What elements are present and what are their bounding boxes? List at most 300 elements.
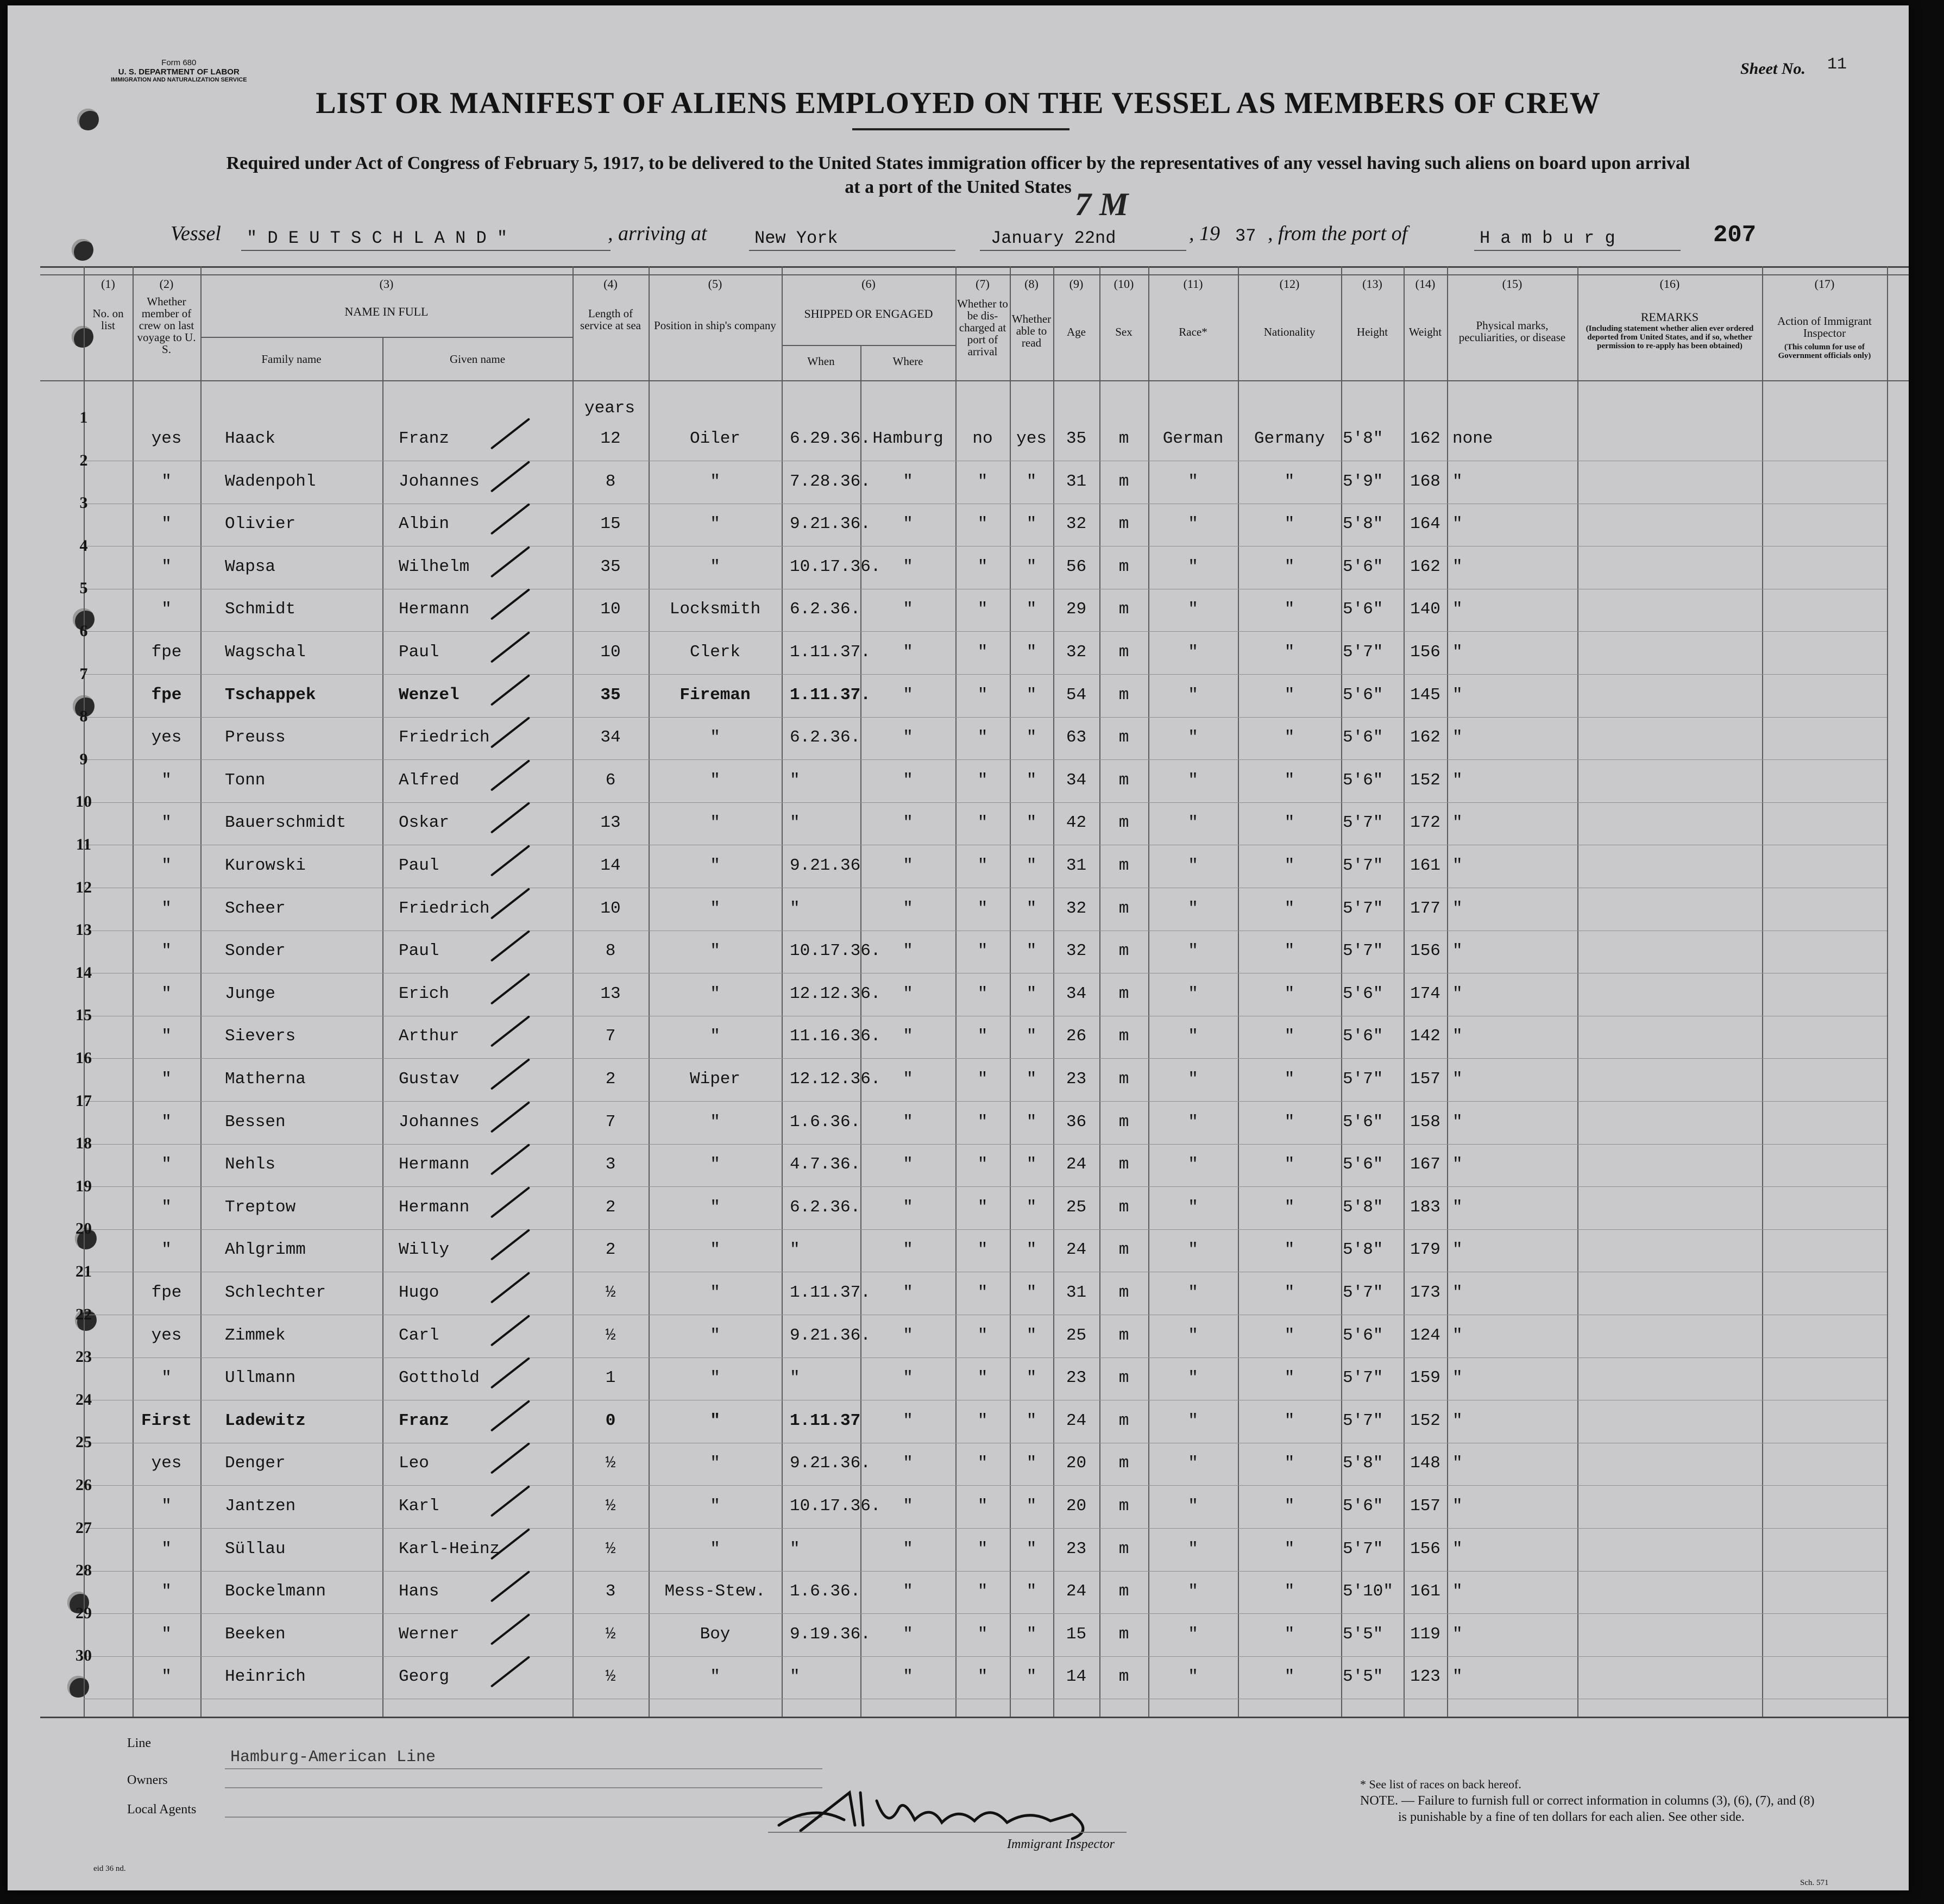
family-name-cell: Heinrich <box>225 1667 306 1687</box>
read-cell: " <box>1026 1411 1037 1430</box>
column-number: (8) <box>1024 277 1039 291</box>
column-number: (7) <box>976 277 990 291</box>
given-name-cell: Hans <box>399 1582 439 1601</box>
header-physical-marks: Physical marks, peculiarities, or disease <box>1458 319 1566 344</box>
note-label: NOTE. — <box>1360 1794 1414 1808</box>
column-number: (11) <box>1183 277 1203 291</box>
subtitle-line-2: at a port of the United States <box>845 177 1072 197</box>
nationality-cell: " <box>1284 1155 1295 1174</box>
where-cell: " <box>903 728 913 747</box>
sex-cell: m <box>1118 1624 1129 1644</box>
when-cell: 1.11.37. <box>790 1283 871 1302</box>
row-number: 3 <box>79 494 88 512</box>
weight-cell: 164 <box>1410 514 1440 534</box>
discharged-cell: " <box>977 472 988 491</box>
last-voyage-cell: " <box>161 1582 172 1601</box>
column-number: (17) <box>1814 277 1835 291</box>
nationality-cell: " <box>1284 1368 1295 1388</box>
position-cell: " <box>710 514 720 534</box>
where-cell: " <box>903 1667 913 1687</box>
arrival-date: January 22nd <box>991 228 1116 248</box>
check-mark-icon <box>490 1400 530 1432</box>
check-mark-icon <box>490 1613 530 1645</box>
read-cell: " <box>1026 1667 1037 1687</box>
nationality-cell: " <box>1284 600 1295 619</box>
position-cell: " <box>710 1112 720 1132</box>
read-cell: " <box>1026 600 1037 619</box>
check-mark-icon <box>490 1186 530 1218</box>
age-cell: 24 <box>1066 1411 1087 1430</box>
read-cell: " <box>1026 1325 1037 1345</box>
nationality-cell: " <box>1284 1325 1295 1345</box>
marks-cell: " <box>1452 1582 1463 1601</box>
height-cell: 5'6" <box>1343 984 1383 1003</box>
read-cell: " <box>1026 1155 1037 1174</box>
service-cell: 14 <box>600 856 621 875</box>
age-cell: 32 <box>1066 643 1087 662</box>
row-number: 14 <box>76 963 92 982</box>
check-mark-icon <box>490 1442 530 1474</box>
last-voyage-cell: " <box>161 1667 172 1687</box>
position-cell: " <box>710 472 720 491</box>
row-divider <box>84 1058 1887 1059</box>
height-cell: 5'6" <box>1343 557 1383 576</box>
sex-cell: m <box>1118 1539 1129 1559</box>
race-cell: " <box>1188 770 1198 790</box>
column-number: (1) <box>101 277 115 291</box>
years-label: years <box>584 399 636 418</box>
row-number: 6 <box>79 622 88 640</box>
race-cell: " <box>1188 1325 1198 1345</box>
marks-cell: " <box>1452 1497 1463 1516</box>
where-cell: " <box>903 685 913 705</box>
punch-hole <box>67 1676 89 1698</box>
when-cell: 11.16.36. <box>790 1027 881 1046</box>
race-cell: " <box>1188 898 1198 918</box>
where-cell: " <box>903 1240 913 1260</box>
discharged-cell: " <box>977 941 988 961</box>
arrival-year: 37 <box>1235 226 1256 246</box>
when-cell: 6.2.36. <box>790 1197 861 1217</box>
column-number: (5) <box>708 277 722 291</box>
age-cell: 32 <box>1066 941 1087 961</box>
last-voyage-cell: First <box>141 1411 192 1430</box>
service-cell: 10 <box>600 600 621 619</box>
where-cell: " <box>903 1155 913 1174</box>
sex-cell: m <box>1118 1368 1129 1388</box>
family-name-cell: Olivier <box>225 514 296 534</box>
nationality-cell: " <box>1284 856 1295 875</box>
read-cell: " <box>1026 1497 1037 1516</box>
marks-cell: " <box>1452 1667 1463 1687</box>
marks-cell: " <box>1452 1027 1463 1046</box>
last-voyage-cell: " <box>161 770 172 790</box>
discharged-cell: " <box>977 600 988 619</box>
weight-cell: 152 <box>1410 1411 1440 1430</box>
column-number: (10) <box>1113 277 1134 291</box>
sex-cell: m <box>1118 429 1129 448</box>
given-name-cell: Paul <box>399 643 439 662</box>
position-cell: " <box>710 898 720 918</box>
row-divider <box>84 1656 1887 1657</box>
read-cell: " <box>1026 984 1037 1003</box>
age-cell: 25 <box>1066 1197 1087 1217</box>
weight-cell: 152 <box>1410 770 1440 790</box>
from-port: H a m b u r g <box>1480 228 1615 248</box>
nationality-cell: " <box>1284 643 1295 662</box>
row-number: 28 <box>76 1561 92 1580</box>
check-mark-icon <box>490 461 530 493</box>
weight-cell: 161 <box>1410 1582 1440 1601</box>
weight-cell: 173 <box>1410 1283 1440 1302</box>
last-voyage-cell: yes <box>151 728 182 747</box>
check-mark-icon <box>490 546 530 578</box>
race-cell: " <box>1188 1155 1198 1174</box>
weight-cell: 167 <box>1410 1155 1440 1174</box>
marks-cell: " <box>1452 898 1463 918</box>
handwritten-annotation: 7 M <box>1075 186 1129 222</box>
form-department: U. S. DEPARTMENT OF LABOR <box>118 67 240 77</box>
column-number: (4) <box>603 277 618 291</box>
service-cell: 34 <box>600 728 621 747</box>
service-cell: 35 <box>600 685 621 705</box>
discharged-cell: " <box>977 813 988 833</box>
discharged-cell: " <box>977 728 988 747</box>
position-cell: " <box>710 1283 720 1302</box>
read-cell: " <box>1026 770 1037 790</box>
last-voyage-cell: " <box>161 472 172 491</box>
header-no-on-list: No. on list <box>92 307 124 332</box>
weight-cell: 140 <box>1410 600 1440 619</box>
discharged-cell: " <box>977 1411 988 1430</box>
row-number: 4 <box>79 536 88 555</box>
header-weight: Weight <box>1408 325 1442 338</box>
nationality-cell: " <box>1284 1240 1295 1260</box>
family-name-cell: Wagschal <box>225 643 306 662</box>
row-number: 7 <box>79 664 88 683</box>
nationality-cell: " <box>1284 728 1295 747</box>
position-cell: " <box>710 1155 720 1174</box>
age-cell: 63 <box>1066 728 1087 747</box>
when-cell: 6.29.36. <box>790 429 871 448</box>
marks-cell: " <box>1452 600 1463 619</box>
manifest-page <box>8 5 1909 1890</box>
age-cell: 29 <box>1066 600 1087 619</box>
weight-cell: 148 <box>1410 1454 1440 1473</box>
age-cell: 34 <box>1066 984 1087 1003</box>
when-cell: " <box>790 770 800 790</box>
inspector-label: Immigrant Inspector <box>1007 1837 1115 1851</box>
header-given-name: Given name <box>449 353 506 366</box>
last-voyage-cell: " <box>161 984 172 1003</box>
local-agents-label: Local Agents <box>127 1802 197 1817</box>
family-name-cell: Beeken <box>225 1624 286 1644</box>
race-cell: " <box>1188 813 1198 833</box>
row-number: 17 <box>76 1091 92 1110</box>
position-cell: " <box>710 557 720 576</box>
given-name-cell: Wenzel <box>399 685 460 705</box>
given-name-cell: Gotthold <box>399 1368 480 1388</box>
marks-cell: " <box>1452 514 1463 534</box>
last-voyage-cell: " <box>161 1197 172 1217</box>
when-cell: " <box>790 1539 800 1559</box>
discharged-cell: " <box>977 1325 988 1345</box>
header-name-in-full: NAME IN FULL <box>344 305 429 318</box>
family-name-cell: Treptow <box>225 1197 296 1217</box>
last-voyage-cell: " <box>161 1368 172 1388</box>
where-cell: " <box>903 770 913 790</box>
where-cell: " <box>903 1411 913 1430</box>
header-height: Height <box>1356 325 1388 338</box>
service-cell: ½ <box>605 1667 616 1687</box>
nationality-cell: " <box>1284 1667 1295 1687</box>
marks-cell: " <box>1452 856 1463 875</box>
sex-cell: m <box>1118 1070 1129 1089</box>
when-cell: 6.2.36. <box>790 600 861 619</box>
position-cell: " <box>710 1368 720 1388</box>
given-name-cell: Willy <box>399 1240 450 1260</box>
race-cell: " <box>1188 472 1198 491</box>
height-cell: 5'6" <box>1343 770 1383 790</box>
service-cell: 10 <box>600 898 621 918</box>
given-name-cell: Paul <box>399 941 439 961</box>
marks-cell: " <box>1452 984 1463 1003</box>
where-cell: " <box>903 1112 913 1132</box>
print-code: eid 36 nd. <box>93 1864 126 1873</box>
discharged-cell: " <box>977 1112 988 1132</box>
position-cell: " <box>710 1197 720 1217</box>
read-cell: " <box>1026 728 1037 747</box>
service-cell: 7 <box>605 1112 616 1132</box>
last-voyage-cell: " <box>161 557 172 576</box>
weight-cell: 123 <box>1410 1667 1440 1687</box>
nationality-cell: " <box>1284 1539 1295 1559</box>
last-voyage-cell: " <box>161 600 172 619</box>
where-cell: " <box>903 1325 913 1345</box>
given-name-cell: Franz <box>399 429 450 448</box>
age-cell: 23 <box>1066 1539 1087 1559</box>
sex-cell: m <box>1118 1582 1129 1601</box>
weight-cell: 142 <box>1410 1027 1440 1046</box>
age-cell: 34 <box>1066 770 1087 790</box>
column-number: (2) <box>159 277 174 291</box>
marks-cell: " <box>1452 1325 1463 1345</box>
race-cell: " <box>1188 643 1198 662</box>
discharged-cell: " <box>977 1368 988 1388</box>
check-mark-icon <box>490 973 530 1005</box>
where-cell: " <box>903 1197 913 1217</box>
given-name-cell: Johannes <box>399 1112 480 1132</box>
check-mark-icon <box>490 759 530 791</box>
form-header <box>111 59 247 83</box>
read-cell: " <box>1026 685 1037 705</box>
row-number: 13 <box>76 921 92 939</box>
check-mark-icon <box>490 1058 530 1090</box>
sex-cell: m <box>1118 984 1129 1003</box>
marks-cell: " <box>1452 1624 1463 1644</box>
row-divider <box>84 1229 1887 1230</box>
sex-cell: m <box>1118 643 1129 662</box>
height-cell: 5'6" <box>1343 1497 1383 1516</box>
last-voyage-cell: " <box>161 1155 172 1174</box>
age-cell: 42 <box>1066 813 1087 833</box>
read-cell: " <box>1026 1539 1037 1559</box>
header-discharged: Whether to be dis-charged at port of arrival <box>957 297 1008 359</box>
given-name-cell: Hermann <box>399 1155 470 1174</box>
race-cell: " <box>1188 1112 1198 1132</box>
service-cell: 2 <box>605 1240 616 1260</box>
marks-cell: " <box>1452 1368 1463 1388</box>
where-cell: " <box>903 1497 913 1516</box>
sex-cell: m <box>1118 1325 1129 1345</box>
discharged-cell: " <box>977 514 988 534</box>
owners-label: Owners <box>127 1773 168 1787</box>
sex-cell: m <box>1118 685 1129 705</box>
weight-cell: 161 <box>1410 856 1440 875</box>
race-cell: " <box>1188 1454 1198 1473</box>
read-cell: " <box>1026 1027 1037 1046</box>
discharged-cell: no <box>972 429 993 448</box>
race-cell: " <box>1188 514 1198 534</box>
where-cell: " <box>903 1368 913 1388</box>
header-action-inspector: Action of Immigrant Inspector <box>1777 315 1872 340</box>
given-name-cell: Johannes <box>399 472 480 491</box>
service-cell: 7 <box>605 1027 616 1046</box>
nationality-cell: " <box>1284 984 1295 1003</box>
check-mark-icon <box>490 1143 530 1176</box>
last-voyage-cell: " <box>161 1112 172 1132</box>
position-cell: Wiper <box>689 1070 740 1089</box>
position-cell: Locksmith <box>669 600 761 619</box>
given-name-cell: Hermann <box>399 600 470 619</box>
sex-cell: m <box>1118 856 1129 875</box>
age-cell: 31 <box>1066 856 1087 875</box>
position-cell: " <box>710 1411 720 1430</box>
check-mark-icon <box>490 631 530 663</box>
header-age: Age <box>1067 325 1086 338</box>
row-number: 11 <box>76 835 92 853</box>
check-mark-icon <box>490 1229 530 1261</box>
weight-cell: 168 <box>1410 472 1440 491</box>
given-name-cell: Erich <box>399 984 450 1003</box>
age-cell: 23 <box>1066 1070 1087 1089</box>
last-voyage-cell: fpe <box>151 643 182 662</box>
family-name-cell: Scheer <box>225 898 286 918</box>
age-cell: 20 <box>1066 1497 1087 1516</box>
discharged-cell: " <box>977 984 988 1003</box>
race-cell: " <box>1188 1539 1198 1559</box>
sex-cell: m <box>1118 898 1129 918</box>
height-cell: 5'7" <box>1343 856 1383 875</box>
header-where: Where <box>892 355 923 368</box>
family-name-cell: Haack <box>225 429 276 448</box>
row-divider <box>84 1101 1887 1102</box>
service-cell: 15 <box>600 514 621 534</box>
read-cell: " <box>1026 557 1037 576</box>
read-cell: " <box>1026 1240 1037 1260</box>
discharged-cell: " <box>977 1539 988 1559</box>
discharged-cell: " <box>977 685 988 705</box>
discharged-cell: " <box>977 856 988 875</box>
age-cell: 15 <box>1066 1624 1087 1644</box>
height-cell: 5'10" <box>1343 1582 1394 1601</box>
line-label: Line <box>127 1736 151 1750</box>
family-name-cell: Junge <box>225 984 276 1003</box>
header-race: Race* <box>1179 325 1207 338</box>
when-cell: 10.17.36. <box>790 941 881 961</box>
weight-cell: 157 <box>1410 1497 1440 1516</box>
race-cell: " <box>1188 1070 1198 1089</box>
where-cell: " <box>903 1582 913 1601</box>
given-name-cell: Leo <box>399 1454 429 1473</box>
column-number: (14) <box>1415 277 1436 291</box>
height-cell: 5'8" <box>1343 1454 1383 1473</box>
discharged-cell: " <box>977 1070 988 1089</box>
last-voyage-cell: " <box>161 1070 172 1089</box>
where-cell: " <box>903 1070 913 1089</box>
row-number: 12 <box>76 878 92 896</box>
when-cell: 10.17.36. <box>790 557 881 576</box>
sex-cell: m <box>1118 1027 1129 1046</box>
read-cell: " <box>1026 898 1037 918</box>
family-name-cell: Preuss <box>225 728 286 747</box>
read-cell: " <box>1026 1582 1037 1601</box>
sex-cell: m <box>1118 1112 1129 1132</box>
last-voyage-cell: fpe <box>151 685 182 705</box>
sex-cell: m <box>1118 1155 1129 1174</box>
family-name-cell: Süllau <box>225 1539 286 1559</box>
height-cell: 5'6" <box>1343 600 1383 619</box>
given-name-cell: Hermann <box>399 1197 470 1217</box>
marks-cell: " <box>1452 472 1463 491</box>
given-name-cell: Wilhelm <box>399 557 470 576</box>
row-number: 27 <box>76 1518 92 1537</box>
row-number: 24 <box>76 1390 92 1409</box>
race-cell: " <box>1188 1283 1198 1302</box>
nationality-cell: " <box>1284 1582 1295 1601</box>
weight-cell: 159 <box>1410 1368 1440 1388</box>
row-number: 30 <box>76 1647 92 1665</box>
height-cell: 5'8" <box>1343 429 1383 448</box>
service-cell: 3 <box>605 1155 616 1174</box>
marks-cell: " <box>1452 1070 1463 1089</box>
header-length-service: Length of service at sea <box>580 307 641 332</box>
last-voyage-cell: " <box>161 898 172 918</box>
family-name-cell: Schlechter <box>225 1283 326 1302</box>
row-divider <box>84 1528 1887 1529</box>
age-cell: 31 <box>1066 472 1087 491</box>
header-when: When <box>807 355 835 368</box>
title-underline <box>852 128 1069 130</box>
height-cell: 5'6" <box>1343 1155 1383 1174</box>
family-name-cell: Tonn <box>225 770 266 790</box>
weight-cell: 124 <box>1410 1325 1440 1345</box>
discharged-cell: " <box>977 1155 988 1174</box>
header-nationality: Nationality <box>1263 325 1316 338</box>
race-cell: " <box>1188 1411 1198 1430</box>
nationality-cell: " <box>1284 898 1295 918</box>
height-cell: 5'6" <box>1343 1112 1383 1132</box>
row-divider <box>84 717 1887 718</box>
marks-cell: " <box>1452 1112 1463 1132</box>
discharged-cell: " <box>977 1667 988 1687</box>
last-voyage-cell: " <box>161 1539 172 1559</box>
given-name-cell: Carl <box>399 1325 439 1345</box>
where-cell: " <box>903 514 913 534</box>
discharged-cell: " <box>977 1027 988 1046</box>
age-cell: 26 <box>1066 1027 1087 1046</box>
age-cell: 24 <box>1066 1582 1087 1601</box>
